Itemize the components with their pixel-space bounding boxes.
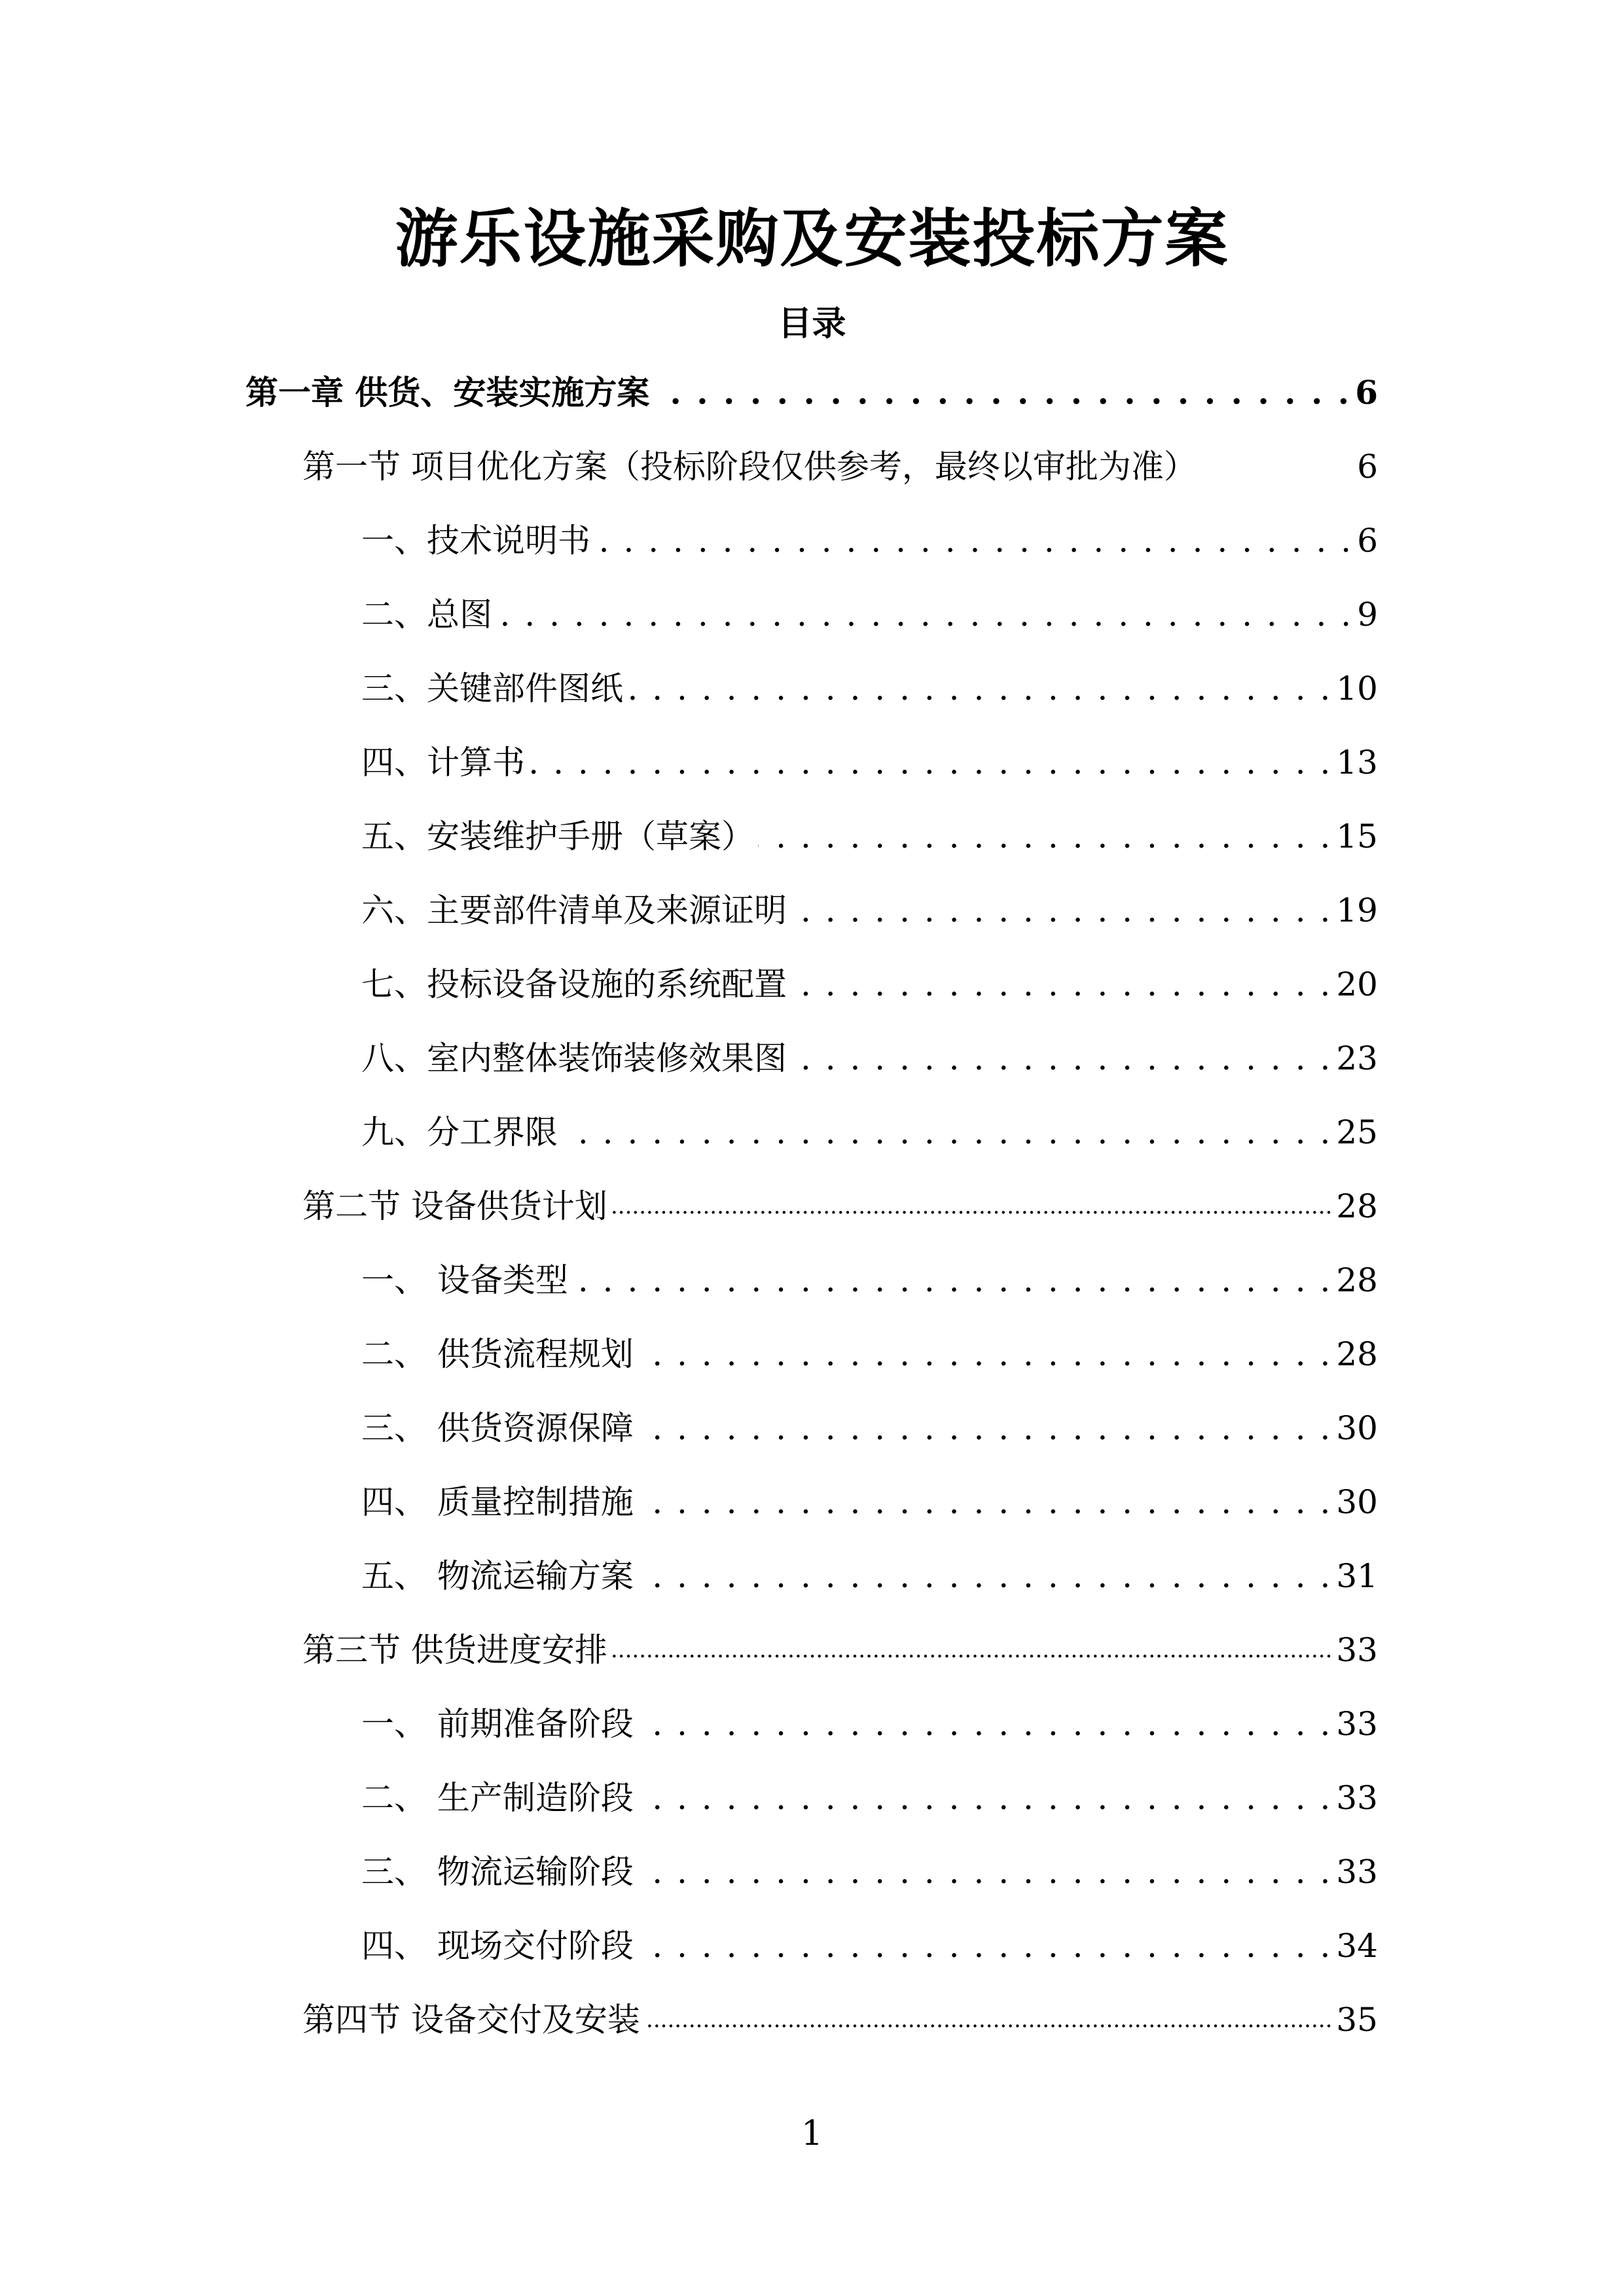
dot-leader — [638, 1328, 1332, 1380]
toc-entry[interactable] — [361, 810, 1378, 863]
toc-entry-label: 四、 质量控制措施 — [361, 1483, 634, 1521]
toc-entry[interactable] — [361, 1254, 1378, 1306]
toc-entry-label: 三、 物流运输阶段 — [361, 1853, 634, 1891]
toc-entry-label: 三、 供货资源保障 — [361, 1409, 634, 1447]
dot-leader — [627, 662, 1332, 715]
toc-entry-page: 33 — [1336, 1779, 1378, 1817]
toc-entry[interactable] — [361, 958, 1378, 1011]
toc-entry[interactable] — [302, 1180, 1378, 1232]
toc-entry-label: 一、 前期准备阶段 — [361, 1705, 634, 1743]
toc-entry[interactable] — [245, 367, 1378, 419]
dot-leader — [594, 514, 1353, 567]
toc-entry-page: 35 — [1336, 2001, 1378, 2039]
toc-entry-label: 七、投标设备设施的系统配置 — [361, 965, 787, 1003]
toc-entry-page: 15 — [1336, 817, 1378, 855]
toc-entry-page: 33 — [1336, 1853, 1378, 1891]
toc-entry-label: 八、室内整体装饰装修效果图 — [361, 1039, 787, 1077]
toc-entry-page: 30 — [1336, 1483, 1378, 1521]
dot-leader — [791, 884, 1332, 937]
toc-entry-page: 31 — [1336, 1557, 1378, 1595]
toc-entry-page: 10 — [1336, 670, 1378, 708]
toc-entry-label: 一、技术说明书 — [361, 522, 590, 560]
toc-entry-page: 9 — [1357, 596, 1378, 634]
toc-entry[interactable] — [302, 1994, 1378, 2046]
toc-entry[interactable] — [361, 514, 1378, 567]
toc-entry-label: 第四节 设备交付及安装 — [302, 2001, 640, 2039]
toc-entry[interactable] — [361, 1032, 1378, 1085]
toc-entry[interactable] — [361, 1476, 1378, 1528]
toc-entry-page: 25 — [1336, 1113, 1378, 1151]
toc-entry-label: 二、 生产制造阶段 — [361, 1779, 634, 1817]
toc-entry-label: 一、 设备类型 — [361, 1261, 568, 1299]
toc-entry-label: 第一节 项目优化方案（投标阶段仅供参考，最终以审批为准） — [302, 448, 1197, 486]
toc-entry-label: 四、计算书 — [361, 744, 525, 781]
dot-leader — [791, 958, 1332, 1011]
toc-entry[interactable] — [361, 1402, 1378, 1454]
toc-entry-label: 第二节 设备供货计划 — [302, 1187, 607, 1225]
toc-entry[interactable] — [361, 1846, 1378, 1898]
dot-leader — [638, 1550, 1332, 1602]
toc-entry-label: 六、主要部件清单及来源证明 — [361, 891, 787, 929]
toc-entry[interactable] — [361, 1698, 1378, 1750]
toc-entry[interactable] — [361, 1328, 1378, 1380]
toc-entry-page: 28 — [1336, 1335, 1378, 1373]
toc-entry[interactable] — [361, 588, 1378, 641]
toc-entry-label: 三、关键部件图纸 — [361, 670, 623, 708]
dot-leader — [572, 1254, 1332, 1306]
toc-entry[interactable] — [361, 884, 1378, 937]
toc-entry[interactable] — [361, 1772, 1378, 1824]
dot-leader — [562, 1106, 1332, 1158]
dot-leader — [638, 1846, 1332, 1898]
toc-entry-page: 6 — [1357, 522, 1378, 560]
dot-leader — [529, 736, 1332, 789]
dot-leader — [791, 1032, 1332, 1085]
toc-entry-page: 6 — [1355, 373, 1378, 412]
page-number: 1 — [801, 2114, 823, 2153]
toc-entry-label: 第一章 供货、安装实施方案 — [245, 373, 650, 412]
dot-leader — [638, 1772, 1332, 1824]
dot-leader — [758, 810, 1332, 863]
toc-entry-label: 第三节 供货进度安排 — [302, 1631, 607, 1669]
toc-entry-label: 二、 供货流程规划 — [361, 1335, 634, 1373]
toc-entry-page: 6 — [1357, 448, 1378, 486]
dot-leader — [611, 1180, 1332, 1232]
toc-entry[interactable] — [361, 1550, 1378, 1602]
toc-entry[interactable] — [302, 440, 1378, 493]
toc-entry-page: 19 — [1336, 891, 1378, 929]
dot-leader — [638, 1698, 1332, 1750]
toc-entry-label: 九、分工界限 — [361, 1113, 558, 1151]
toc-entry-label: 四、 现场交付阶段 — [361, 1927, 634, 1965]
toc-entry-page: 28 — [1336, 1187, 1378, 1225]
toc-entry-page: 34 — [1336, 1927, 1378, 1965]
toc-entry-page: 28 — [1336, 1261, 1378, 1299]
toc-entry-page: 33 — [1336, 1705, 1378, 1743]
toc-heading: 目录 — [778, 304, 846, 344]
toc-entry-label: 五、 物流运输方案 — [361, 1557, 634, 1595]
toc-entry-page: 33 — [1336, 1631, 1378, 1669]
dot-leader — [611, 1624, 1332, 1676]
toc-entry[interactable] — [361, 1920, 1378, 1972]
toc-entry-label: 二、总图 — [361, 596, 492, 634]
toc-entry-page: 30 — [1336, 1409, 1378, 1447]
toc-entry[interactable] — [361, 662, 1378, 715]
toc-entry[interactable] — [302, 1624, 1378, 1676]
toc-entry-page: 20 — [1336, 965, 1378, 1003]
document-title: 游乐设施采购及安装投标方案 — [395, 202, 1229, 276]
dot-leader — [653, 367, 1351, 419]
dot-leader — [638, 1476, 1332, 1528]
toc-entry-page: 23 — [1336, 1039, 1378, 1077]
dot-leader — [638, 1402, 1332, 1454]
dot-leader — [496, 588, 1353, 641]
dot-leader — [638, 1920, 1332, 1972]
toc-entry-page: 13 — [1336, 744, 1378, 781]
toc-entry[interactable] — [361, 736, 1378, 789]
dot-leader — [644, 1994, 1332, 2046]
toc-entry[interactable] — [361, 1106, 1378, 1158]
toc-entry-label: 五、安装维护手册（草案） — [361, 817, 754, 855]
